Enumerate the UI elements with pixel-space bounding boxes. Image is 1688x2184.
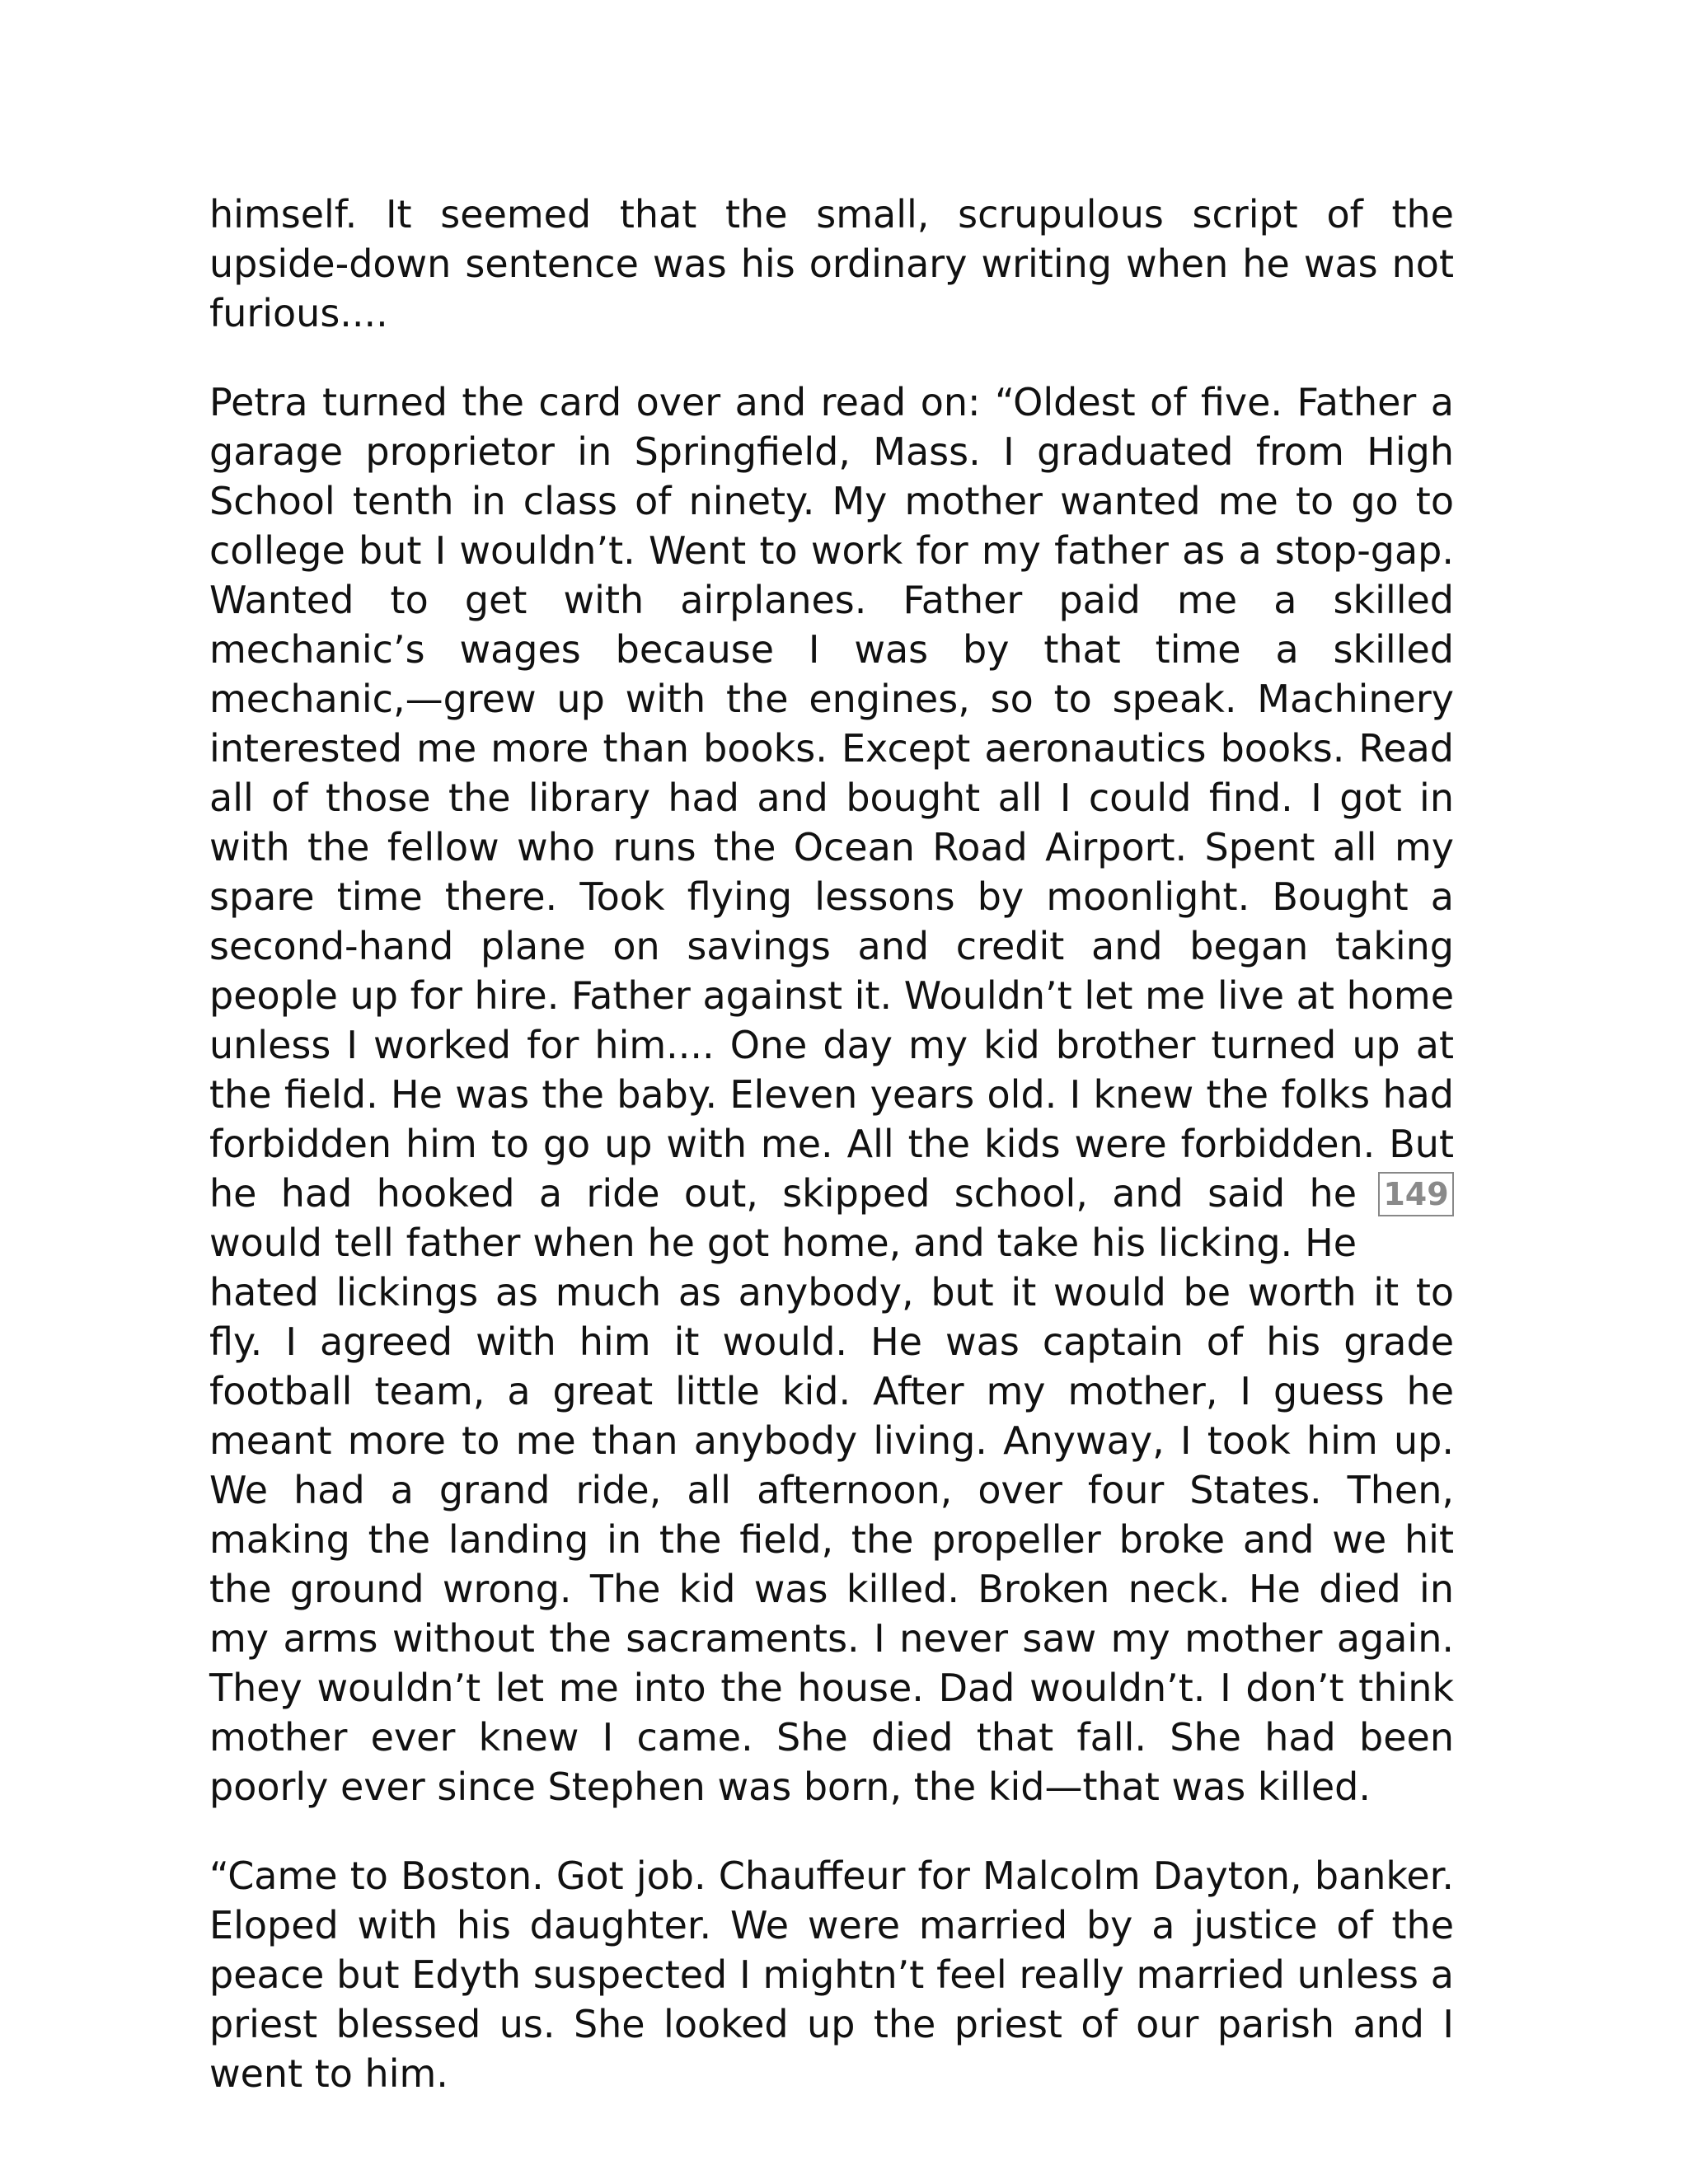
document-page — [209, 190, 1454, 2098]
paragraph-2-text-before-marker: Petra turned the card over and read on: “Oldest of five. Father a garage proprietor in Springfield, Mass. I graduated from High School tenth in class of ninety. My mother wanted me to go to college but I wouldn’t. Went to work for my father as a stop-gap. Wanted to get with airplanes. Father paid me a skilled mechanic’s wages because I was by that time a skilled mechanic,—grew up with the engines, so to speak. Machinery interested me more than books. Except aeronautics books. Read all of those the library had and bought all I could find. I got in with the fellow who runs the Ocean Road Airport. Spent all my spare time there. Took flying lessons by moonlight. Bought a second-hand plane on savings and credit and began taking people up for hire. Father against it. Wouldn’t let me live at home unless I worked for him.... One day my kid brother turned up at the field. He was the baby. Eleven years old. I knew the folks had forbidden him to go up with me. All the kids were forbidden. But he — [209, 380, 1454, 1216]
page-number-marker: 149 — [1378, 1172, 1454, 1216]
paragraph-2 — [209, 377, 1454, 1811]
paragraph-2-text-after-marker: had hooked a ride out, skipped school, and said he would tell father when he got home, and take his licking. He hated lickings as much as anybody, but it would be worth it to fly. I agreed with him it would. He was captain of his grade football team, a great little kid. After my mother, I guess he meant more to me than anybody living. Anyway, I took him up. We had a grand ride, all afternoon, over four States. Then, making the landing in the field, the propeller broke and we hit the ground wrong. The kid was killed. Broken neck. He died in my arms without the sacraments. I never saw my mother again. They wouldn’t let me into the house. Dad wouldn’t. I don’t think mother ever knew I came. She died that fall. She had been poorly ever since Stephen was born, the kid—that was killed. — [209, 1171, 1454, 1809]
paragraph-1: himself. It seemed that the small, scrupulous script of the upside-down sentence was his ordinary writing when he was not furious.... — [209, 192, 1454, 335]
paragraph-3: “Came to Boston. Got job. Chauffeur for Malcolm Dayton, banker. Eloped with his daughter. We were married by a justice of the peace but Edyth suspected I mightn’t feel really married unless a priest blessed us. She looked up the priest of our parish and I went to him. — [209, 1854, 1454, 2096]
